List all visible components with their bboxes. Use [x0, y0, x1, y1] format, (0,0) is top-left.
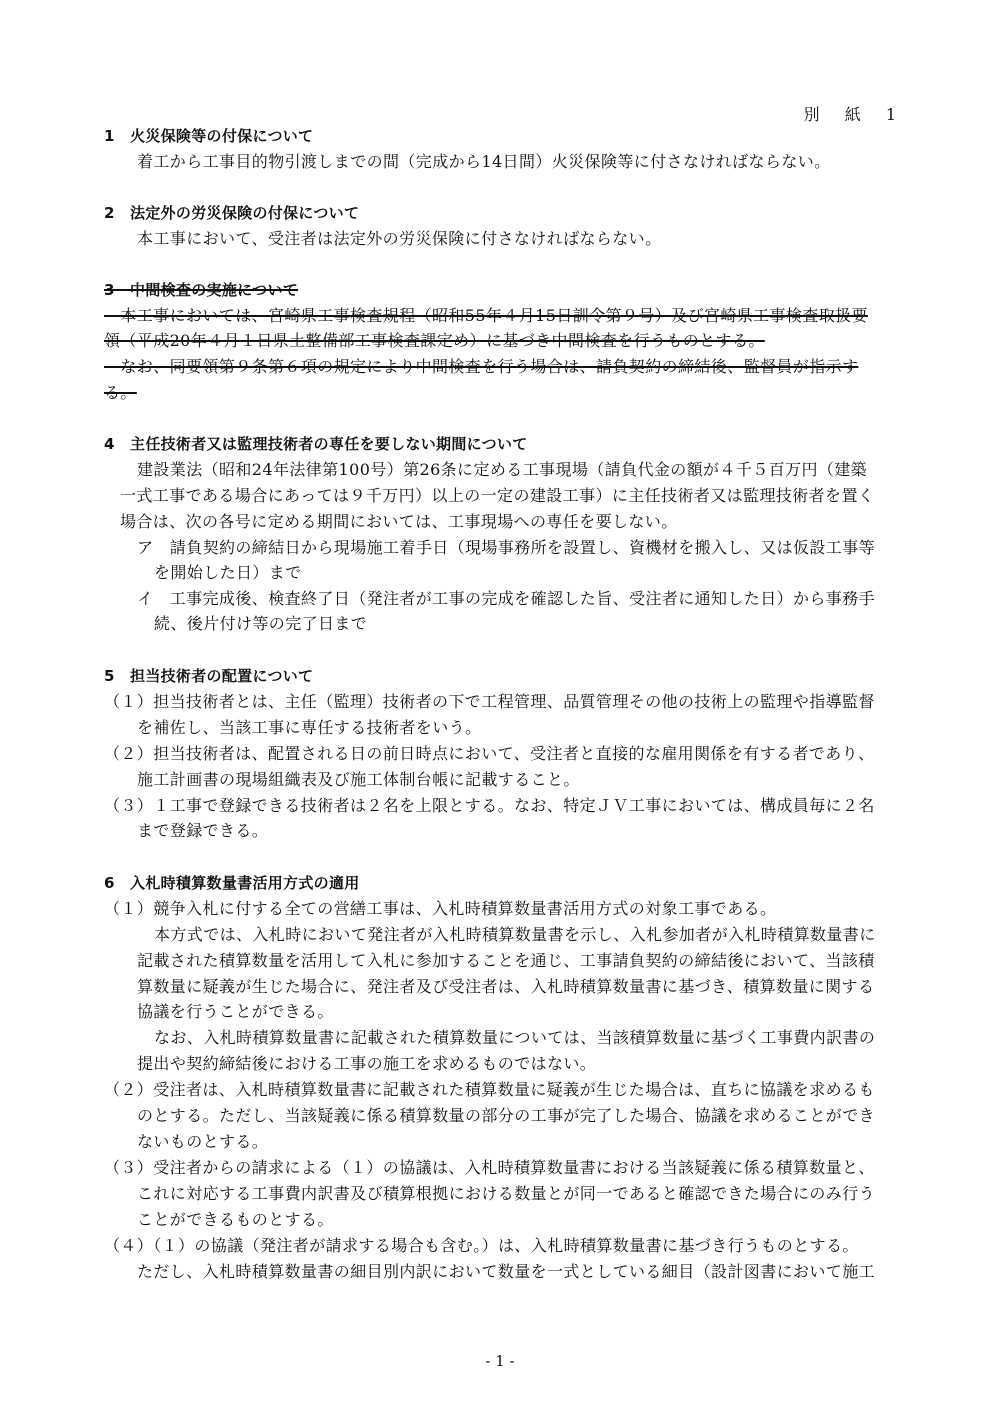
section-6-line-2: 本方式では、入札時において発注者が入札時積算数量書を示し、入札参加者が入札時積算数量書に	[154, 925, 876, 944]
section-6-line-8: （２）受注者は、入札時積算数量書に記載された積算数量に疑義が生じた場合は、直ちに協議を求めるも	[104, 1080, 875, 1099]
section-1-line-1: 着工から工事目的物引渡しまでの間（完成から14日間）火災保険等に付さなければならない。	[137, 152, 831, 171]
section-6-line-3: 記載された積算数量を活用して入札に参加することを通じ、工事請負契約の締結後において、当該積	[137, 951, 875, 970]
section-6-line-5: 協議を行うことができる。	[137, 1002, 334, 1021]
section-3-line-3: なお、同要領第９条第６項の規定により中間検査を行う場合は、請負契約の締結後、監督員が指示す	[104, 357, 859, 376]
section-4-item-i-line-1: イ 工事完成後、検査終了日（発注者が工事の完成を確認した旨、受注者に通知した日）から事務手	[137, 589, 876, 608]
section-2-heading: 2 法定外の労災保険の付保について	[104, 204, 360, 222]
section-1-heading: 1 火災保険等の付保について	[104, 127, 314, 145]
section-6-line-1: （１）競争入札に付する全ての営繕工事は、入札時積算数量書活用方式の対象工事である。	[104, 899, 777, 918]
section-4-line-3: 場合は、次の各号に定める期間においては、工事現場への専任を要しない。	[120, 512, 678, 531]
section-6-line-15: ただし、入札時積算数量書の細目別内訳において数量を一式としている細目（設計図書において施工	[137, 1262, 876, 1281]
section-4-heading: 4 主任技術者又は監理技術者の専任を要しない期間について	[104, 435, 528, 453]
section-5-line-6: まで登録できる。	[137, 821, 269, 840]
section-5-line-4: 施工計画書の現場組織表及び施工体制台帳に記載すること。	[137, 770, 580, 789]
section-5-heading: 5 担当技術者の配置について	[104, 667, 314, 685]
section-2-line-1: 本工事において、受注者は法定外の労災保険に付さなければならない。	[137, 229, 662, 248]
section-4-line-2: 一式工事である場合にあっては９千万円）以上の一定の建設工事）に主任技術者又は監理技術者を置く	[120, 486, 875, 505]
section-6-line-6: なお、入札時積算数量書に記載された積算数量については、当該積算数量に基づく工事費内訳書の	[154, 1028, 876, 1047]
page-number: - 1 -	[485, 1352, 515, 1370]
section-4-item-i-line-2: 続、後片付け等の完了日まで	[154, 614, 368, 633]
section-4-item-a-line-1: ア 請負契約の締結日から現場施工着手日（現場事務所を設置し、資機材を搬入し、又は仮設工事等	[137, 538, 876, 557]
section-3-line-4: る。	[104, 383, 137, 402]
section-3-heading: 3 中間検査の実施について	[104, 281, 299, 299]
section-4-line-1: 建設業法（昭和24年法律第100号）第26条に定める工事現場（請負代金の額が４千５百万円（建築	[137, 460, 868, 479]
section-6-line-9: のとする。ただし、当該疑義に係る積算数量の部分の工事が完了した場合、協議を求めることができ	[137, 1106, 876, 1125]
section-5-line-1: （１）担当技術者とは、主任（監理）技術者の下で工程管理、品質管理その他の技術上の監理や指導監督	[104, 692, 875, 711]
section-6-line-4: 算数量に疑義が生じた場合に、発注者及び受注者は、入札時積算数量書に基づき、積算数量に関する	[137, 977, 875, 996]
section-3-line-2: 領（平成20年４月１日県土整備部工事検査課定め）に基づき中間検査を行うものとする。	[104, 331, 765, 350]
attachment-label: 別 紙 1	[803, 105, 906, 124]
section-5-line-5: （３）１工事で登録できる技術者は２名を上限とする。なお、特定ＪＶ工事においては、構成員毎に２名	[104, 796, 875, 815]
section-6-line-14: （４）（１）の協議（発注者が請求する場合も含む。）は、入札時積算数量書に基づき行うものとする。	[104, 1236, 859, 1255]
section-6-line-10: ないものとする。	[137, 1132, 269, 1151]
section-3-line-1: 本工事においては、宮崎県工事検査規程（昭和55年４月15日訓令第９号）及び宮崎県工事検査取扱要	[104, 306, 868, 325]
section-6-line-7: 提出や契約締結後における工事の施工を求めるものではない。	[137, 1054, 597, 1073]
section-5-line-2: を補佐し、当該工事に専任する技術者をいう。	[137, 718, 482, 737]
section-6-heading: 6 入札時積算数量書活用方式の適用	[104, 874, 360, 892]
section-6-line-13: ことができるものとする。	[137, 1210, 334, 1229]
section-6-line-12: これに対応する工事費内訳書及び積算根拠における数量とが同一であると確認できた場合にのみ行う	[137, 1184, 876, 1203]
section-4-item-a-line-2: を開始した日）まで	[154, 563, 302, 582]
section-6-line-11: （３）受注者からの請求による（１）の協議は、入札時積算数量書における当該疑義に係る積算数量と、	[104, 1158, 875, 1177]
section-5-line-3: （２）担当技術者は、配置される日の前日時点において、受注者と直接的な雇用関係を有する者であり、	[104, 744, 875, 763]
